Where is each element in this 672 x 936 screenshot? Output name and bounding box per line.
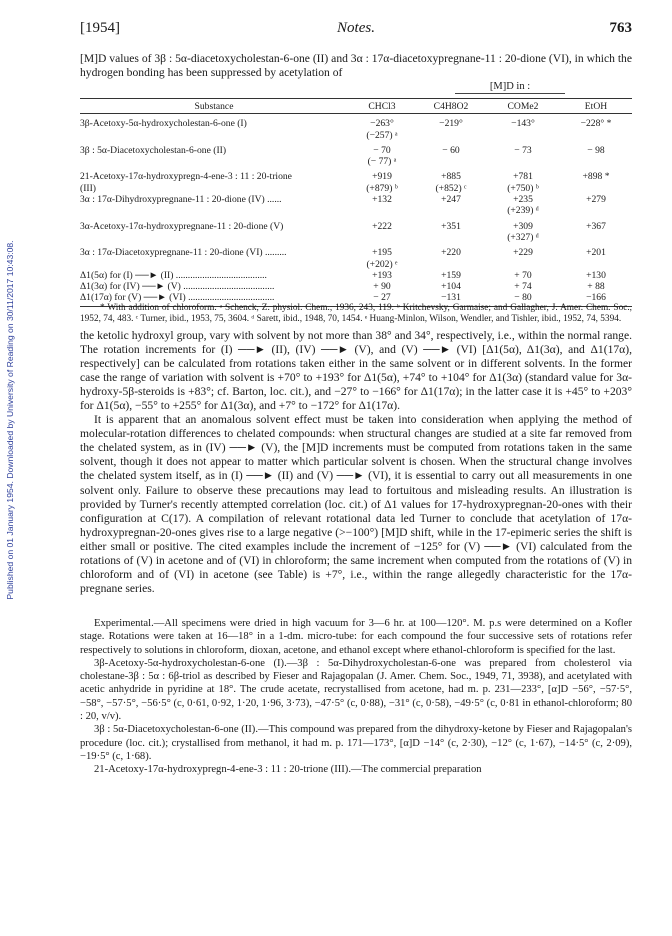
table-cell-substance: (III) [80,182,96,194]
table-cell-acetone: +309 [513,220,533,232]
paragraph: the ketolic hydroxyl group, vary with solvent by not more than 38° and 34°, respectively, i.e., within the normal range. The rotation increments for (I) ──► (II), (IV) ──► (V), and (V) ──► (VI) [Δ1(5α), Δ1(3α), and Δ1(17α), respectively] can be calculated from rotations taken either in the same solvent or in different solvents. In the former case the range of variation with solvent is +70° to +193° for Δ1(5α), +74° to +104° for Δ1(3α) (standard value for 3α-hydroxy-5β-steroids is +83°; cf. Barton, loc. cit.), and −27° to −166° for Δ1(17α); in the latter case it is +45° to +203° for Δ1(5α), −55° to +255° for Δ1(3α), and +7° to −172° for Δ1(17α). [80,329,632,413]
table-cell-acetone: + 74 [514,281,532,293]
paragraph: Experimental.—All specimens were dried in high vacuum for 3—6 hr. at 100—120°. M. p.s were determined on a Kofler stage. Rotations were taken at 16—18° in a 1-dm. micro-tube: for each compound the four successive sets of rotations refer respectively to solutions in chloroform, dioxan, acetone, and ethanol except where ethanol-chloroform is specified for the last. [80,618,632,656]
table-row [80,270,632,281]
column-header-substance: Substance [80,99,348,114]
table-cell-etoh [560,259,632,270]
table-cell-acetone: (+750) ᵇ [507,182,539,194]
table-cell-etoh [560,130,632,141]
table-cell-acetone: + 70 [514,269,532,281]
table-cell-chcl3: +193 [372,269,392,281]
table-row [80,243,632,258]
table-cell-etoh: +898 * [582,171,610,183]
table-cell-acetone: (+327) ᵈ [507,231,539,243]
table-cell-chcl3: − 27 [348,292,416,306]
table-cell-acetone [486,259,560,270]
table-cell-chcl3: (−257) ᵃ [366,129,398,141]
table-cell-acetone: −143° [511,118,535,130]
table-row [80,183,632,194]
table-cell-dioxan: +885 [441,171,461,183]
table-cell-dioxan [416,232,486,243]
table-cell-chcl3: (− 77) ᵃ [367,156,397,168]
table-cell-dioxan: +247 [441,194,461,206]
table-cell-etoh: +130 [586,269,606,281]
table-body [80,114,632,306]
table-cell-acetone: +229 [513,247,533,259]
table-cell-acetone: (+239) ᵈ [507,205,539,217]
table-cell-substance: 3β : 5α-Diacetoxycholestan-6-one (II) [80,144,227,156]
table-cell-substance: 3α-Acetoxy-17α-hydroxypregnane-11 : 20-dione (V) [80,220,284,232]
paragraph: 3β-Acetoxy-5α-hydroxycholestan-6-one (I).—3β : 5α-Dihydroxycholestan-6-one was prepared from cholesterol via cholestane-3β : 5α : 6β-triol as described by Fieser and Rajagopalan (J. Amer. Chem. Soc., 1949, 71, 3938), and acetylated with acetic anhydride in pyridine at 18°. The crude acetate, recrystallised from acetone, had m. p. 231—233°, [α]D −56°, −57·5°, −58°, −57·5°, −56·5° (c, 0·61, 0·92, 1·20, 1·96, 3·73), −47·5° (c, 0·88), −31° (c, 0·58), −49·5° (c, 0·81 in ethanol-chloroform; 80 : 20, v/v). [80,657,632,723]
table-cell-chcl3: + 90 [373,281,391,293]
table-cell-substance [80,259,348,270]
table-cell-dioxan [416,130,486,141]
table-cell-dioxan: − 60 [442,144,460,156]
table-cell-etoh: −166 [560,292,632,306]
table-cell-etoh: +279 [586,194,606,206]
table-cell-substance: 3α : 17α-Dihydroxypregnane-11 : 20-dione (IV) ...... [80,194,282,206]
table-cell-chcl3: (+202) ᵉ [366,258,398,270]
rotation-table [80,98,632,307]
page-number: 763 [609,20,632,36]
solvent-header: [M]D in : [455,81,565,94]
table-row [80,130,632,141]
table-row [80,141,632,156]
experimental-section [80,617,632,777]
table-cell-chcl3 [348,232,416,243]
table-cell-substance: Δ1(17α) for (V) ──► (VI) .................................... [80,292,348,306]
table-cell-dioxan: −219° [439,118,463,130]
table-cell-chcl3 [348,205,416,216]
table-cell-etoh: − 98 [587,144,605,156]
table-row [80,194,632,205]
column-header-chcl3: CHCl3 [348,99,416,114]
table-row [80,217,632,232]
table-cell-acetone [486,156,560,167]
table-cell-dioxan: +159 [441,269,461,281]
table-cell-chcl3: (+879) ᵇ [366,182,398,194]
table-cell-substance: 3β-Acetoxy-5α-hydroxycholestan-6-one (I) [80,118,247,130]
table-cell-etoh: + 88 [587,281,605,293]
table-cell-acetone: +235 [513,194,533,206]
table-cell-etoh: +367 [586,220,606,232]
table-cell-chcl3: +919 [372,171,392,183]
table-cell-etoh [560,183,632,194]
column-header-ethanol: EtOH [560,99,632,114]
discussion-text [80,329,632,596]
table-cell-substance: 3α : 17α-Diacetoxypregnane-11 : 20-dione (VI) ......... [80,247,287,259]
paragraph: It is apparent that an anomalous solvent effect must be taken into consideration when applying the method of molecular-rotation differences to chelated compounds: when structural changes are studied at a site far removed from the chelated system, as in (IV) ──► (V), the [M]D increments must be computed from rotations taken in the same solvent, though it does not appear to matter which particular solvent is chosen. When the structural change involves the chelated system itself, as in (I) ──► (II) and (V) ──► (VI), it is essential to carry out all measurements in one solvent only. Failure to observe these precautions may lead to fortuitous and misleading results. An illustration is provided by Turner's recently attempted correlation (loc. cit.) of Δ1 values for 17-hydroxypregnan-20-ones with their configuration at C(17). A compilation of relevant rotational data led Turner to conclude that acetylation of 17α-hydroxypregnan-20-ones gives rise to a large negative (>−100°) [M]D shift, while in the 17-epimeric series the shift is either small or positive. The cited examples include the increment of −125° for (V) ──► (VI) calculated from the rotations of (V) in acetone and of (VI) in chloroform; the same increment when computed from the rotations of (V) in chloroform and of (VI) in acetone (see Table) is +7°, i.e., within the range allegedly characteristic for the 17α-pregnane series. [80,413,632,595]
table-cell-dioxan: +351 [441,220,461,232]
table-row [80,232,632,243]
table-cell-substance: Δ1(5α) for (I) ──► (II) ...................................... [80,269,267,281]
download-watermark-text: Published on 01 January 1954. Downloaded by University of Reading on 30/11/2017 10:43:08. [5,240,15,600]
table-cell-substance: 21-Acetoxy-17α-hydroxypregn-4-ene-3 : 11 : 20-trione [80,171,292,183]
table-cell-dioxan: +220 [441,247,461,259]
table-row [80,114,632,130]
column-header-acetone: COMe2 [486,99,560,114]
table-row [80,156,632,167]
table-cell-chcl3: −263° [370,118,394,130]
table-cell-etoh [560,232,632,243]
table-cell-dioxan [416,156,486,167]
table-row [80,205,632,216]
table-cell-substance [80,232,348,243]
table-cell-acetone: − 73 [514,144,532,156]
download-watermark [3,140,17,700]
table-cell-etoh [560,156,632,167]
table-cell-substance [80,205,348,216]
table-cell-chcl3: +222 [372,220,392,232]
table-cell-acetone: − 80 [486,292,560,306]
table-row [80,167,632,182]
table-cell-dioxan [416,259,486,270]
table-cell-substance [80,156,348,167]
paragraph: 3β : 5α-Diacetoxycholestan-6-one (II).—This compound was prepared from the dihydroxy-ketone by Fieser and Rajagopalan's procedure (loc. cit.); crystallised from methanol, it had m. p. 171—173°, [α]D −14° (c, 2·30), −12° (c, 1·67), −14·5° (c, 2·09), −19·5° (c, 1·68). [80,724,632,762]
table-cell-etoh [560,205,632,216]
table-cell-substance [80,130,348,141]
table-cell-acetone: +781 [513,171,533,183]
table-caption: [M]D values of 3β : 5α-diacetoxycholestan-6-one (II) and 3α : 17α-diacetoxypregnane-11 : 20-dione (VI), in which the hydrogen bonding has been suppressed by acetylation of [80,52,632,79]
table-cell-etoh: −228° * [580,118,612,130]
table-row [80,281,632,292]
table-cell-acetone [486,130,560,141]
table-footnotes: * With addition of chloroform. ᵃ Schenck, Z. physiol. Chem., 1936, 243, 119. ᵇ Kritchevsky, Garmaise; and Gallagher, J. Amer. Chem. Soc., 1952, 74, 483. ᶜ Turner, ibid., 1953, 75, 3604. ᵈ Sarett, ibid., 1948, 70, 1454. ᵉ Huang-Minlon, Wilson, Wendler, and Tishler, ibid., 1952, 74, 5394. [80,303,632,325]
table-cell-dioxan [416,205,486,216]
running-head-year: [1954] [80,20,120,36]
table-header-row [80,99,632,114]
running-head [80,20,632,40]
table-cell-dioxan: (+852) ᶜ [435,182,467,194]
table-row [80,259,632,270]
table-cell-chcl3: +195 [372,247,392,259]
table-cell-dioxan: +104 [441,281,461,293]
paragraph: 21-Acetoxy-17α-hydroxypregn-4-ene-3 : 11 : 20-trione (III).—The commercial preparation [94,764,482,776]
table-cell-substance: Δ1(3α) for (IV) ──► (V) ...................................... [80,281,275,293]
table-cell-etoh: +201 [586,247,606,259]
running-head-title: Notes. [337,20,375,36]
column-header-dioxan: C4H8O2 [416,99,486,114]
table-cell-chcl3: +132 [372,194,392,206]
table-cell-chcl3: − 70 [373,144,391,156]
table-cell-dioxan: −131 [416,292,486,306]
